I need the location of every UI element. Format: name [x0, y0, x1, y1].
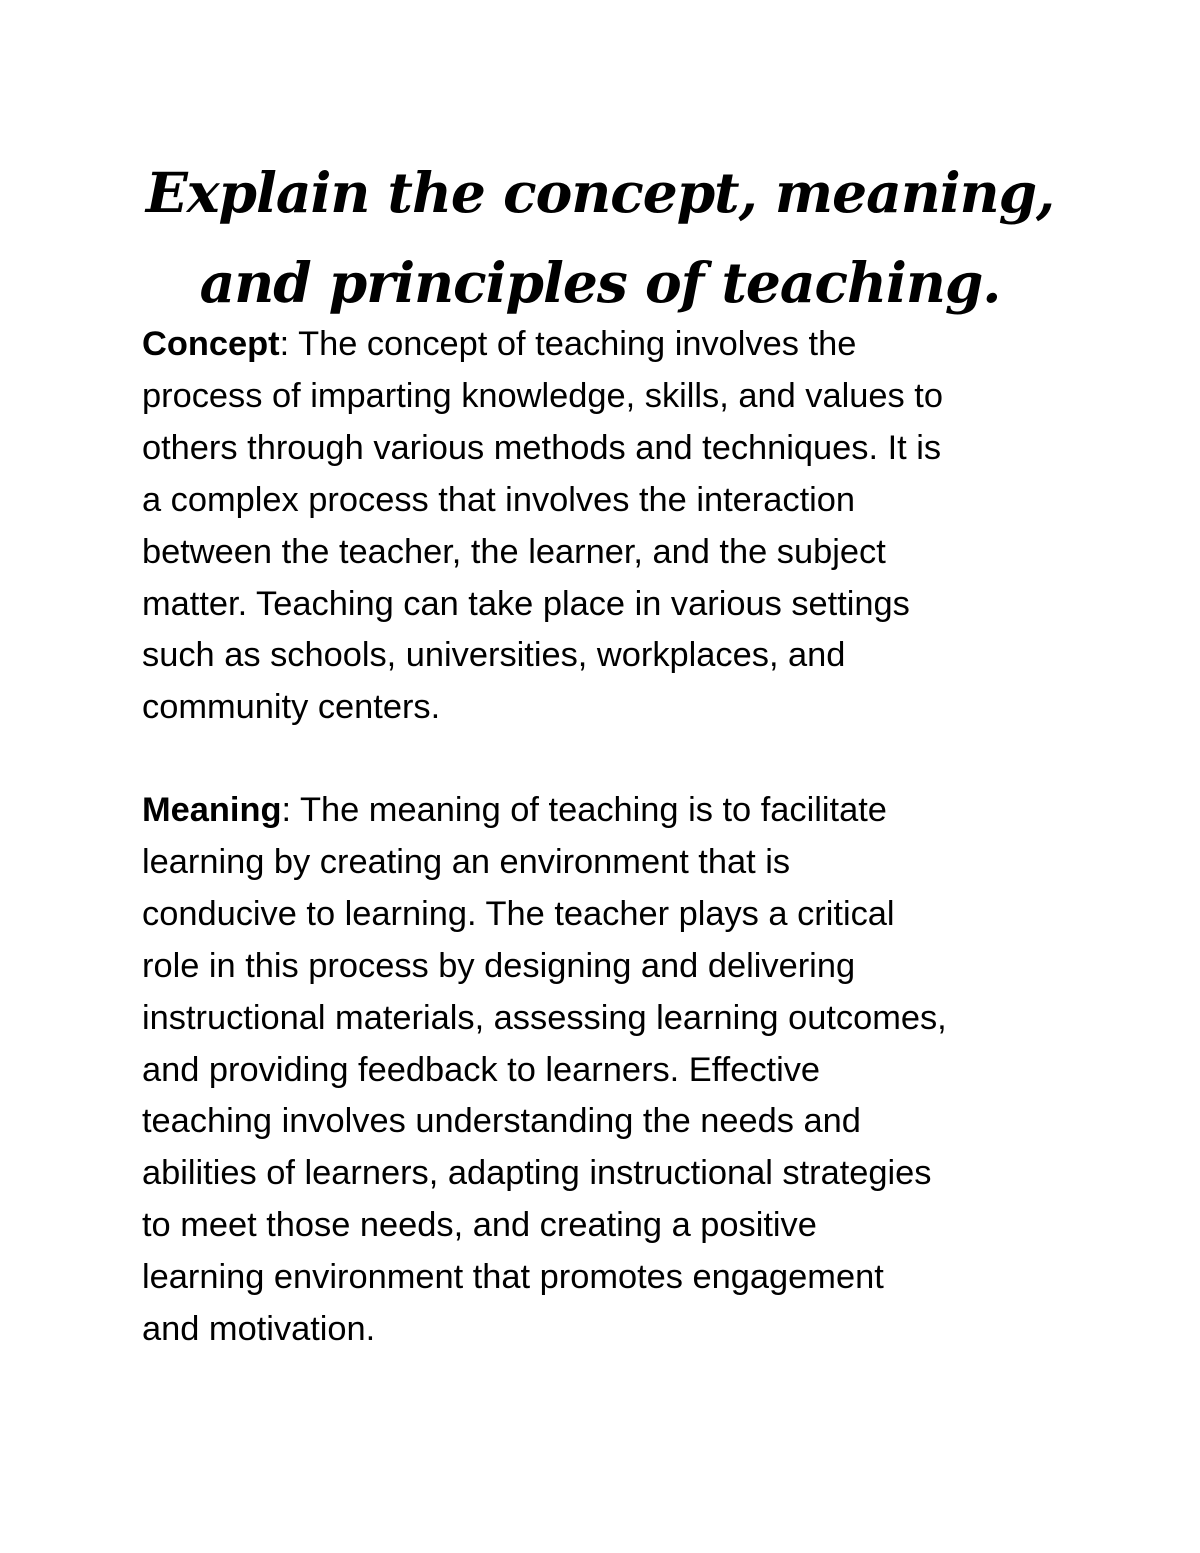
meaning-line-7: teaching involves understanding the needs and	[142, 1102, 861, 1141]
meaning-line-11: and motivation.	[142, 1310, 376, 1349]
title-line-1: Explain the concept, meaning,	[145, 160, 1055, 225]
meaning-line-4: role in this process by designing and delivering	[142, 946, 856, 985]
meaning-line-1	[142, 785, 1082, 837]
meaning-line-5: instructional materials, assessing learning outcomes,	[142, 998, 947, 1037]
meaning-line-3: conducive to learning. The teacher plays a critical	[142, 894, 895, 933]
concept-paragraph	[142, 319, 1082, 734]
document-title	[100, 148, 1100, 328]
meaning-paragraph	[142, 785, 1082, 1356]
meaning-line-8: abilities of learners, adapting instructional strategies	[142, 1154, 932, 1193]
concept-line-2: process of imparting knowledge, skills, and values to	[142, 376, 943, 415]
concept-line-3: others through various methods and techniques. It is	[142, 428, 942, 467]
meaning-separator: :	[281, 791, 300, 829]
concept-line-6: matter. Teaching can take place in various settings	[142, 584, 910, 623]
meaning-line-text: The meaning of teaching is to facilitate	[299, 791, 887, 829]
concept-separator: :	[279, 325, 299, 363]
concept-line-4: a complex process that involves the interaction	[142, 480, 856, 519]
meaning-line-9: to meet those needs, and creating a positive	[142, 1206, 817, 1245]
concept-line-1	[142, 319, 1082, 371]
meaning-term: Meaning	[142, 791, 282, 829]
meaning-line-6: and providing feedback to learners. Effective	[142, 1050, 821, 1089]
concept-term: Concept	[142, 325, 280, 363]
meaning-line-10: learning environment that promotes engagement	[142, 1258, 884, 1297]
concept-line-5: between the teacher, the learner, and the subject	[142, 532, 886, 571]
concept-line-text: The concept of teaching involves the	[298, 325, 857, 363]
meaning-line-2: learning by creating an environment that is	[142, 842, 791, 881]
concept-line-8: community centers.	[142, 688, 441, 727]
concept-line-7: such as schools, universities, workplaces, and	[142, 636, 846, 675]
title-line-2: and principles of teaching.	[199, 250, 1001, 315]
